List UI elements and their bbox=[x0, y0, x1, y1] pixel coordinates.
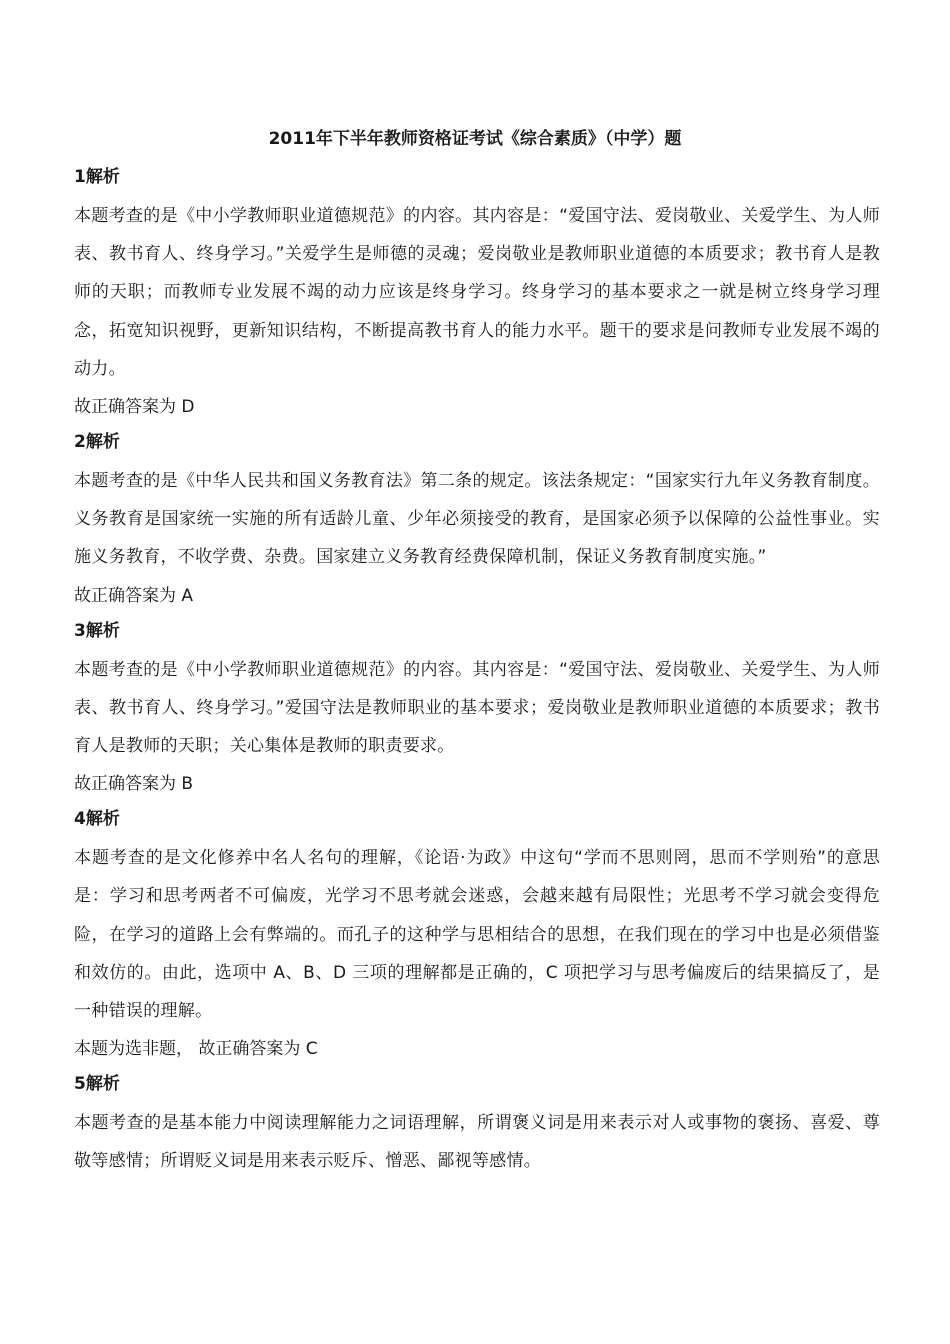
section-answer: 本题为选非题， 故正确答案为 C bbox=[74, 1039, 318, 1060]
document-title: 2011年下半年教师资格证考试《综合素质》（中学）题 bbox=[268, 129, 682, 149]
section-4 bbox=[74, 803, 880, 1068]
section-heading: 1解析 bbox=[74, 167, 120, 187]
section-paragraph: 本题考查的是《中华人民共和国义务教育法》第二条的规定。该法条规定：“国家实行九年义务教育制度。义务教育是国家统一实施的所有适龄儿童、少年必须接受的教育，是国家必须予以保障的公益性事业。实施义务教育，不收学费、杂费。国家建立义务教育经费保障机制，保证义务教育制度实施。” bbox=[74, 471, 880, 568]
section-1 bbox=[74, 161, 880, 426]
section-5 bbox=[74, 1068, 880, 1180]
section-heading: 2解析 bbox=[74, 432, 120, 453]
document-body bbox=[74, 161, 880, 1181]
section-answer: 故正确答案为 A bbox=[74, 585, 194, 606]
section-2 bbox=[74, 426, 880, 615]
section-paragraph: 本题考查的是《中小学教师职业道德规范》的内容。其内容是：“爱国守法、爱岗敬业、关爱学生、为人师表、教书育人、终身学习。”关爱学生是师德的灵魂；爱岗敬业是教师职业道德的本质要求；教书育人是教师的天职；而教师专业发展不竭的动力应该是终身学习。终身学习的基本要求之一就是树立终身学习理念，拓宽知识视野，更新知识结构，不断提高教书育人的能力水平。题干的要求是问教师专业发展不竭的动力。 bbox=[74, 206, 880, 379]
section-3 bbox=[74, 615, 880, 804]
section-heading: 4解析 bbox=[74, 809, 120, 830]
section-answer: 故正确答案为 B bbox=[74, 774, 194, 795]
section-heading: 3解析 bbox=[74, 620, 120, 641]
section-answer: 故正确答案为 D bbox=[74, 397, 195, 418]
section-paragraph: 本题考查的是文化修养中名人名句的理解，《论语·为政》中这句“学而不思则罔，思而不学则殆”的意思是：学习和思考两者不可偏废，光学习不思考就会迷惑，会越来越有局限性；光思考不学习就会变得危险，在学习的道路上会有弊端的。而孔子的这种学与思相结合的思想，在我们现在的学习中也是必须借鉴和效仿的。由此，选项中 A、B、D 三项的理解都是正确的，C 项把学习与思考偏废后的结果搞反了，是一种错误的理解。 bbox=[74, 848, 880, 1022]
section-paragraph: 本题考查的是基本能力中阅读理解能力之词语理解，所谓褒义词是用来表示对人或事物的褒扬、喜爱、尊敬等感情；所谓贬义词是用来表示贬斥、憎恶、鄙视等感情。 bbox=[74, 1113, 880, 1172]
section-paragraph: 本题考查的是《中小学教师职业道德规范》的内容。其内容是：“爱国守法、爱岗敬业、关爱学生、为人师表、教书育人、终身学习。”爱国守法是教师职业的基本要求；爱岗敬业是教师职业道德的本质要求；教书育人是教师的天职；关心集体是教师的职责要求。 bbox=[74, 659, 880, 757]
section-heading: 5解析 bbox=[74, 1074, 120, 1095]
